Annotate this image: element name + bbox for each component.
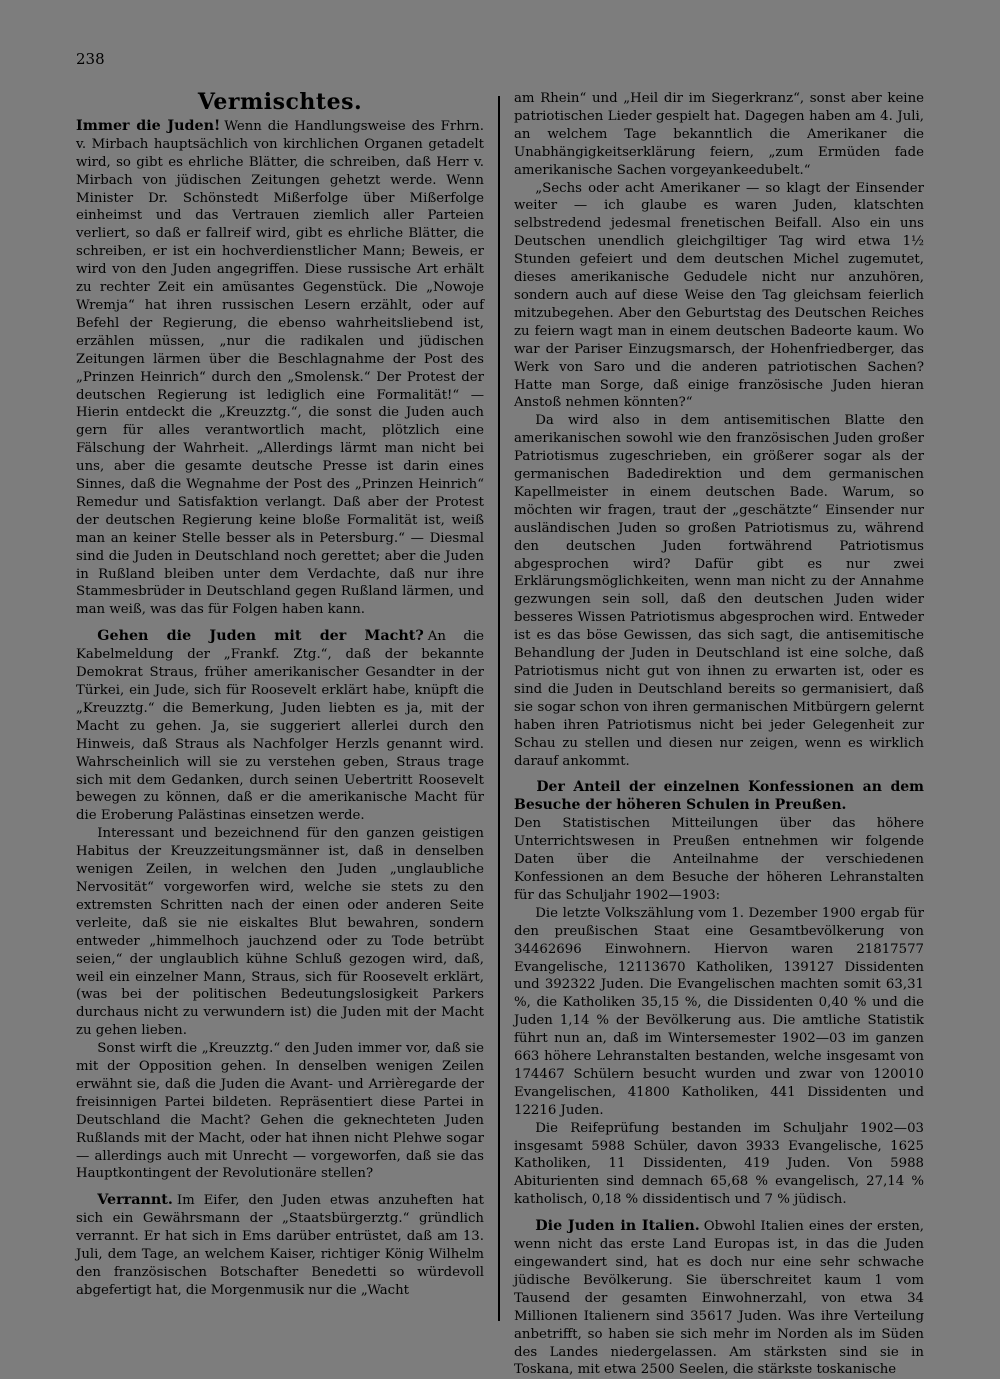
article-heading: Gehen die Juden mit der Macht? <box>97 628 424 645</box>
paragraph: „Sechs oder acht Amerikaner — so klagt der Einsender weiter — ich glaube es waren Juden, klatschten selbstredend jedesmal frenetischen Beifall. Also ein uns Deutschen unendlich gleichgiltiger Tag wird etwa 1½ Stunden gefeiert und dem deutschen Michel zugemutet, dieses amerikanische Gedudele nicht nur anzuhören, sondern auch auf diese Weise den Tag gleichsam feierlich mitzubegehen. Aber den Geburtstag des Deutschen Reiches zu feiern wagt man in einem deutschen Badeorte kaum. Wo war der Pariser Einzugsmarsch, der Hohenfriedberger, das Werk von Saro und die anderen patriotischen Sachen? Hatte man Sorge, daß einige französische Juden hieran Anstoß nehmen könnten?“ <box>514 180 924 411</box>
article-heading: Verrannt. <box>97 1192 173 1209</box>
article-heading: Der Anteil der einzelnen Konfessionen an dem Besuche der höheren Schulen in Preußen. <box>514 779 924 814</box>
article-heading: Immer die Juden! <box>76 117 221 134</box>
article-text: An die Kabelmeldung der „Frankf. Ztg.“, daß der bekannte Demokrat Straus, früher amerikanischer Gesandter in der Türkei, ein Jude, sich für Roosevelt erklärt habe, knüpft die „Kreuzztg.“ die Bemerkung, Juden liebten es ja, mit der Macht zu gehen. Ja, sie suggeriert allerlei durch den Hinweis, daß Straus als Nachfolger Herzls genannt wird. Wahrscheinlich will sie zu verstehen geben, Straus trage sich mit dem Gedanken, durch seinen Uebertritt Roosevelt bewegen zu können, daß er die amerikanische Macht für die Eroberung Palästinas einsetzen werde. <box>76 629 484 824</box>
article-verrannt <box>76 1192 484 1299</box>
paragraph: Die letzte Volkszählung vom 1. Dezember 1900 ergab für den preußischen Staat eine Gesamtbevölkerung von 34462696 Einwohnern. Hiervon waren 21817577 Evangelische, 12113670 Katholiken, 139127 Dissidenten und 392322 Juden. Die Evangelischen machten somit 63,31 %, die Katholiken 35,15 %, die Dissidenten 0,40 % und die Juden 1,14 % der Bevölkerung aus. Die amtliche Statistik führt nun an, daß im Wintersemester 1902—03 im ganzen 663 höhere Lehranstalten bestanden, welche insgesamt von 174467 Schülern besucht wurden und zwar von 120010 Evangelischen, 41800 Katholiken, 441 Dissidenten und 12216 Juden. <box>514 905 924 1118</box>
article-text: Obwohl Italien eines der ersten, wenn nicht das erste Land Europas ist, in das die Juden eingewandert sind, hat es doch nur eine sehr schwache jüdische Bevölkerung. Sie überschreitet kaum 1 vom Tausend der gesamten Einwohnerzahl, von etwa 34 Millionen Italienern sind 35617 Juden. Was ihre Verteilung anbetrifft, so haben sie sich mehr im Norden als im Süden des Landes niedergelassen. Am stärksten sind sie in Toskana, mit etwa 2500 Seelen, die stärkste toskanische <box>514 1219 924 1378</box>
paragraph: am Rhein“ und „Heil dir im Siegerkranz“, sonst aber keine patriotischen Lieder gespielt hat. Dagegen haben am 4. Juli, an welchem Tage bekanntlich die Amerikaner die Unabhängigkeitserklärung feiern, „zum Ermüden fade amerikanische Sachen vorgeyankeedubelt.“ <box>514 91 924 178</box>
paragraph: Interessant und bezeichnend für den ganzen geistigen Habitus der Kreuzzeitungsmänner ist, daß in denselben wenigen Zeilen, in welchen den Juden „unglaubliche Nervosität“ vorgeworfen wird, welche sie stets zu den extremsten Schritten nach der einen oder anderen Seite verleite, daß sie nie eiskaltes Blut bewahren, sondern entweder „himmelhoch jauchzend oder zu Tode betrübt seien,“ der unglaublich kühne Schluß gezogen wird, daß, weil ein einzelner Mann, Straus, sich für Roosevelt erklärt, (was bei der politischen Bedeutungslosigkeit Parkers durchaus nicht zu verwundern ist) die Juden mit der Macht zu gehen lieben. <box>76 826 484 1039</box>
article-text: Wenn die Handlungsweise des Frhrn. v. Mirbach hauptsächlich von kirchlichen Organen getadelt wird, so gibt es ehrliche Blätter, die schreiben, daß Herr v. Mirbach von jüdischen Zeitungen gehetzt werde. Wenn Minister Dr. Schönstedt Mißerfolge über Mißerfolge einheimst und das Vertrauen ziemlich aller Parteien verliert, so daß er fallreif wird, gibt es ehrliche Blätter, die schreiben, er ist ein hochverdienstlicher Mann; Beweis, er wird von den Juden angegriffen. Diese russische Art erhält zu rechter Zeit ein amüsantes Gegenstück. Die „Nowoje Wremja“ hat ihren russischen Lesern erzählt, oder auf Befehl der Regierung, die ebenso wahrheitsliebend ist, erzählen müssen, „nur die radikalen und jüdischen Zeitungen lärmen über die Beschlagnahme der Post des „Prinzen Heinrich“ durch den „Smolensk.“ Der Protest der deutschen Regierung ist lediglich eine Formalität!“ — Hierin entdeckt die „Kreuzztg.“, die sonst die Juden auch gern für alles verantwortlich macht, plötzlich eine Fälschung der Wahrheit. „Allerdings lärmt man nicht bei uns, aber die gesamte deutsche Presse ist darin eines Sinnes, daß die Wegnahme der Post des „Prinzen Heinrich“ Remedur und Satisfaktion verlangt. Daß aber der Protest der deutschen Regierung keine bloße Formalität ist, weiß man an keiner Stelle besser als in Petersburg.“ — Diesmal sind die Juden in Deutschland noch gerettet; aber die Juden in Rußland bleiben unter dem Verdachte, daß nur ihre Stammesbrüder in Deutschland gegen Rußland lärmen, und man weiß, was das für Folgen haben kann. <box>76 118 484 618</box>
right-column <box>514 90 924 1379</box>
article-text: Im Eifer, den Juden etwas anzuheften hat sich ein Gewährsmann der „Staatsbürgerztg.“ gründlich verrannt. Er hat sich in Ems darüber entrüstet, daß am 13. Juli, dem Tage, an welchem Kaiser, richtiger König Wilhelm den französischen Botschafter Benedetti so würdevoll abgefertigt hat, die Morgenmusik nur die „Wacht <box>76 1193 484 1298</box>
article-heading: Die Juden in Italien. <box>535 1218 700 1235</box>
article-gehen-die-juden <box>76 628 484 825</box>
page-number: 238 <box>76 50 105 68</box>
article-juden-in-italien <box>514 1218 924 1379</box>
paragraph: Sonst wirft die „Kreuzztg.“ den Juden immer vor, daß sie mit der Opposition gehen. In denselben wenigen Zeilen erwähnt sie, daß die Juden die Avant- und Arrièregarde der freisinnigen Partei bildeten. Repräsentiert diese Partei in Deutschland die Macht? Gehen die geknechteten Juden Rußlands mit der Macht, oder hat ihnen nicht Plehwe sogar — allerdings auch mit Unrecht — vorgeworfen, daß sie das Hauptkontingent der Revolutionäre stellen? <box>76 1041 484 1182</box>
paragraph: Da wird also in dem antisemitischen Blatte den amerikanischen sowohl wie den französischen Juden großer Patriotismus zugeschrieben, ein größerer sogar als der germanischen Badedirektion und dem germanischen Kapellmeister in einem deutschen Bade. Warum, so möchten wir fragen, traut der „geschätzte“ Einsender nur ausländischen Juden so großen Patriotismus zu, während den deutschen Juden fortwährend Patriotismus abgesprochen wird? Dafür gibt es nur zwei Erklärungsmöglichkeiten, wenn man nicht zu der Annahme gezwungen sein soll, daß den deutschen Juden wider besseres Wissen Patriotismus abgesprochen wird. Entweder ist es das böse Gewissen, das sich sagt, die antisemitische Behandlung der Juden in Deutschland ist eine solche, daß Patriotismus nicht gut von ihnen zu erwarten ist, oder es sind die Juden in Deutschland bereits so germanisiert, daß sie sogar schon von ihren germanischen Mitbürgern gelernt haben ihren Patriotismus nicht bei jeder Gelegenheit zur Schau zu stellen und diesen nur zeigen, wenn es wirklich darauf ankommt. <box>514 413 924 769</box>
paragraph: Den Statistischen Mitteilungen über das höhere Unterrichtswesen in Preußen entnehmen wir folgende Daten über die Anteilnahme der verschiedenen Konfessionen an dem Besuche der höheren Lehranstalten für das Schuljahr 1902—1903: <box>514 816 924 903</box>
section-title: Vermischtes. <box>197 89 363 115</box>
left-column <box>76 90 484 1300</box>
paragraph: Die Reifeprüfung bestanden im Schuljahr 1902—03 insgesamt 5988 Schüler, davon 3933 Evangelische, 1625 Katholiken, 11 Dissidenten, 419 Juden. Von 5988 Abiturienten sind demnach 65,68 % evangelisch, 27,14 % katholisch, 0,18 % dissidentisch und 7 % jüdisch. <box>514 1120 924 1208</box>
column-divider <box>498 96 500 1321</box>
article-immer-die-juden <box>76 118 484 619</box>
